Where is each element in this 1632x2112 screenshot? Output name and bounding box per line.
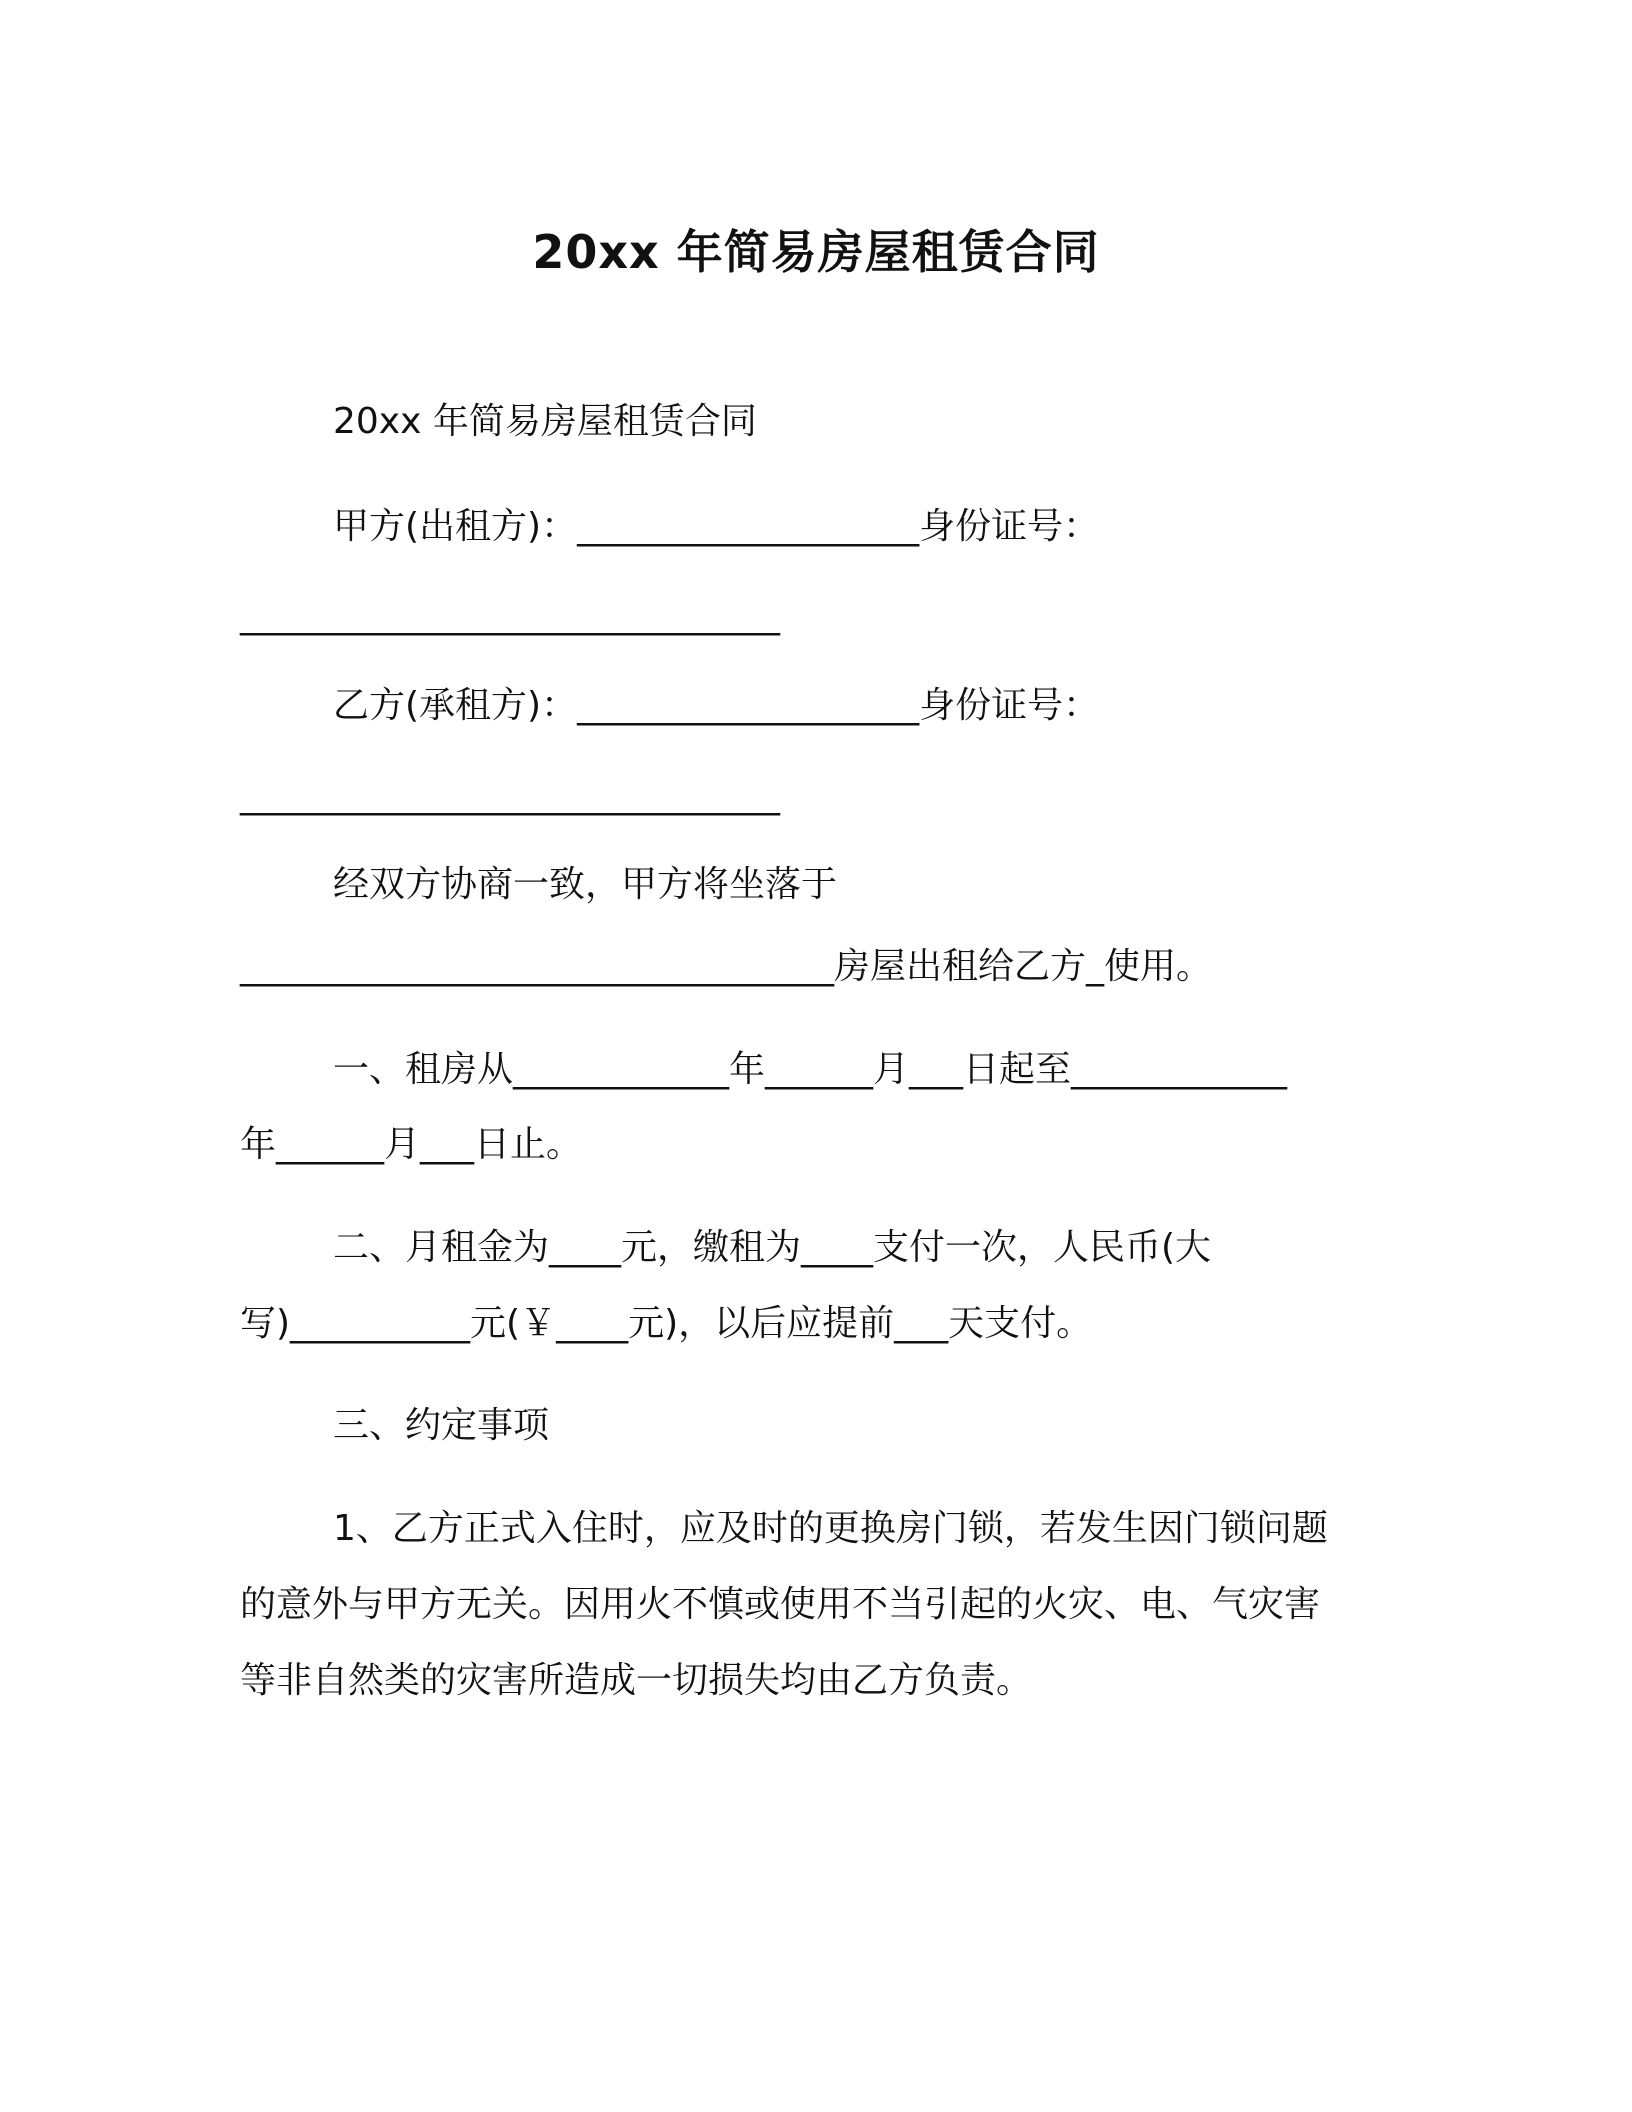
- party-a-line: 甲方(出租方)：___________________身份证号：: [333, 506, 1100, 547]
- document-title: 20xx 年简易房屋租赁合同: [532, 225, 1100, 279]
- party-a-id-blank: ______________________________: [240, 595, 780, 636]
- clause-2-rent: 二、月租金为____元，缴租为____支付一次，人民币(大: [333, 1227, 1212, 1268]
- property-location-line: _________________________________房屋出租给乙方_使用。: [240, 946, 1213, 987]
- clause-1-term-cont: 年______月___日止。: [240, 1124, 583, 1165]
- party-b-line: 乙方(承租方)：___________________身份证号：: [333, 685, 1100, 726]
- clause-2-rent-cont: 写)__________元(￥____元)，以后应提前___天支付。: [240, 1303, 1093, 1344]
- clause-1-term: 一、租房从____________年______月___日起至____________: [333, 1049, 1288, 1090]
- party-b-id-blank: ______________________________: [240, 775, 780, 816]
- item-1-line-1: 1、乙方正式入住时，应及时的更换房门锁，若发生因门锁问题: [333, 1508, 1328, 1549]
- item-1-line-3: 等非自然类的灾害所造成一切损失均由乙方负责。: [240, 1660, 1033, 1701]
- item-1-line-2: 的意外与甲方无关。因用火不慎或使用不当引起的火灾、电、气灾害: [240, 1584, 1321, 1625]
- clause-3-heading: 三、约定事项: [333, 1405, 550, 1446]
- agreement-intro: 经双方协商一致，甲方将坐落于: [333, 864, 838, 905]
- contract-subtitle: 20xx 年简易房屋租赁合同: [333, 401, 757, 442]
